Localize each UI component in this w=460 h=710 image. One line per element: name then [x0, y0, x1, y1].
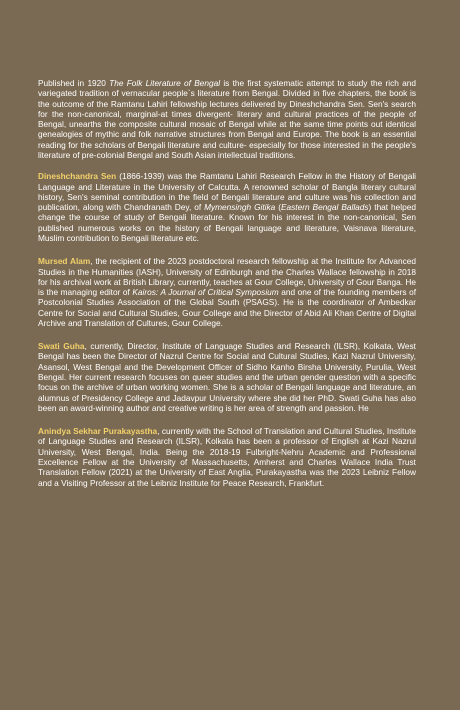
journal-title: Kairos: A Journal of Critical Symposium: [132, 287, 279, 298]
bio-text: (: [275, 202, 281, 213]
work-title: Mymensingh Gitika: [204, 202, 276, 213]
blurb-text: Published in 1920: [38, 78, 110, 88]
work-title: Eastern Bengal Ballads: [281, 202, 369, 213]
author-name: Dineshchandra Sen: [38, 171, 117, 182]
bio-text: ) that helped change the course of study of Bengali literature. Known for his interest in the non-canonical, Sen published numerous works on the history of Bengali language and literature, Vaisnava literature, Muslim contribution to Bengali literature etc.: [38, 202, 416, 243]
editor-name: Mursed Alam: [38, 256, 91, 267]
bio-text: , currently, Director, Institute of Language Studies and Research (ILSR), Kolkata, West Bengal has been the Director of Nazrul Centre for Social and Cultural Studies, Kazi Nazrul University, Asansol, West Bengal and the Development Officer of Sidho Kanho Birsha University, Purulia, West Bengal. Her current research focuses on queer studies and the urban gender question with a specific focus on the archive of urban working women. She is a scholar of Bengali language and literature, an alumnus of Presidency College and Jadavpur University where she did her PhD. Swati Guha has also been an award-winning author and creative writing is her area of strength and passion. He: [38, 341, 416, 413]
bio-dineshchandra-sen: [38, 171, 416, 243]
bio-text: (1866-1939) was the Ramtanu Lahiri Research Fellow in the History of Bengali Language and Literature in the University of Calcutta. A renowned scholar of Bangla literary cultural history, Sen's seminal contribution in the field of Bengali literature and culture was his collection and publication, along with Chandranath Dey, of: [38, 171, 416, 213]
book-title: The Folk Literature of Bengal: [109, 78, 221, 88]
bio-swati-guha: [38, 341, 416, 413]
bio-mursed-alam: [38, 256, 416, 328]
bio-text: , the recipient of the 2023 postdoctoral research fellowship at the Institute for Advanced Studies in the Humanities (IASH), University of Edinburgh and the Charles Wallace fellowship in 2018 for his archival work at British Library, currently, teaches at Gour College, University of Gour Banga. He is the managing editor of: [38, 256, 416, 298]
bio-text: , currently with the School of Translation and Cultural Studies, Institute of Language Studies and Research (ILSR), Kolkata has been a professor of English at Kazi Nazrul University, West Bengal, India. Being the 2018-19 Fulbright-Nehru Academic and Professional Excellence Fellow at the University of Massachusetts, Amherst and Charles Wallace India Trust Translation Fellow (2021) at the University of East Anglia, Purakayastha was the 2023 Leibniz Fellow and a Visiting Professor at the Leibniz Institute for Peace Research, Frankfurt.: [38, 426, 416, 488]
blurb-text: is the first systematic attempt to study the rich and variegated tradition of vernacular people`s literature from Bengal. Divided in five chapters, the book is the outcome of the Ramtanu Lahiri fellowship lectures delivered by Dineshchandra Sen. Sen's search for the non-canonical, marginal-at times divergent- literary and cultural practices of the people of Bengal, unearths the composite cultural mosaic of Bengal while at the same time points out identical genealogies of mythic and folk narrative structures from Bengal and Europe. The book is an essential reading for the scholars of Bengali literature and culture- especially for those interested in the people's literature of pre-colonial Bengal and South Asian intellectual traditions.: [38, 78, 417, 160]
editor-name: Anindya Sekhar Purakayastha: [38, 426, 158, 437]
book-blurb: [38, 78, 416, 160]
bio-text: and one of the founding members of Postcolonial Studies Association of the Global South (PSAGS). He is the coordinator of Ambedkar Centre for Social and Cultural Studies, Gour College and the Director of Abid Ali Khan Centre of Digital Archive and Translation of Cultures, Gour College.: [38, 287, 417, 328]
bio-anindya-sekhar-purakayastha: [38, 426, 416, 488]
editor-name: Swati Guha: [38, 341, 85, 352]
